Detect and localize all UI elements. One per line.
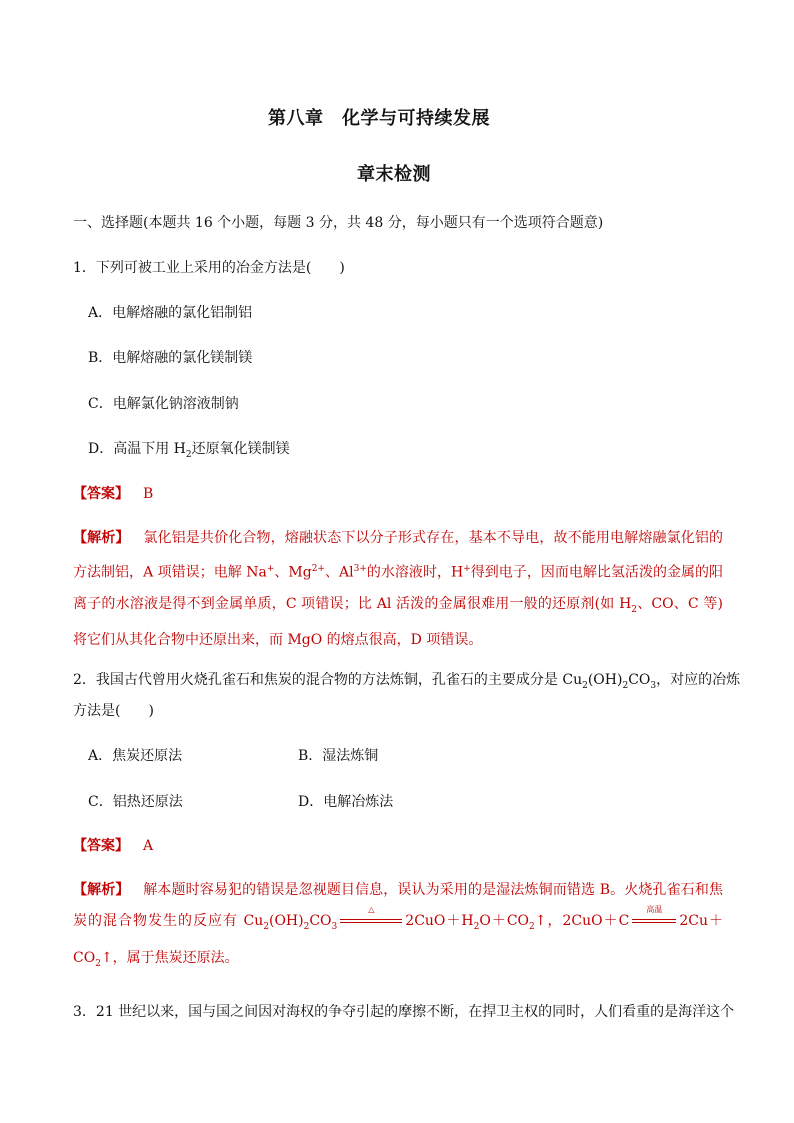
analysis-tag: 【解析】	[73, 882, 130, 898]
q2-option-a: A．焦炭还原法	[88, 748, 183, 764]
q2-analysis: 【解析】 解本题时容易犯的错误是忽视题目信息，误认为采用的是湿法炼铜而错选 B。火烧孔雀石和焦炭的混合物发生的反应有 $Cu_2(OH)_2CO_3$ △ $2CuO+H_2O+CO_2↑$，2CuO＋C 高温 $2Cu+CO_2↑$，属于焦炭还原法。	[73, 882, 724, 969]
analysis-tag: 【解析】	[73, 530, 130, 546]
chapter-title: 第八章 化学与可持续发展	[268, 108, 490, 129]
answer-tag: 【答案】	[73, 486, 129, 502]
q1-option-c: C．电解氯化钠溶液制钠	[88, 396, 239, 412]
q1-analysis: 【解析】 氯化铝是共价化合物，熔融状态下以分子形式存在，基本不导电，故不能用电解熔融氯化铝的方法制铝，A 项错误；电解 Na+、$Mg^{2+}$、$Al^{3+}$的水溶液时，H+得到电子，因而电解比氢活泼的金属的阳离子的水溶液是得不到金属单质，C 项错误；比 Al 活泼的金属很难用一般的还原剂(如 $H_2$、CO、C 等)将它们从其化合物中还原出来，而 MgO 的熔点很高，D 项错误。	[73, 530, 724, 649]
question-3-stem: 3．21 世纪以来，国与国之间因对海权的争夺引起的摩擦不断，在捍卫主权的同时，人们看重的是海洋这个	[73, 1004, 735, 1020]
answer-value: A	[143, 838, 154, 854]
q1-option-b: B．电解熔融的氯化镁制镁	[88, 350, 253, 366]
answer-tag: 【答案】	[73, 838, 129, 854]
q1-option-d: D．高温下用 $H_2$还原氧化镁制镁	[88, 441, 290, 460]
q2-option-c: C．铝热还原法	[88, 794, 183, 810]
q2-option-b: B．湿法炼铜	[298, 748, 379, 764]
sub-title: 章末检测	[357, 164, 431, 185]
section-heading: 一、选择题(本题共 16 个小题，每题 3 分，共 48 分，每小题只有一个选项符合题意)	[73, 215, 604, 231]
q1-answer	[73, 484, 153, 504]
question-2-stem-line2: 方法是( )	[73, 703, 154, 719]
reaction-equals-heat: △	[340, 914, 402, 928]
answer-value: B	[143, 486, 154, 502]
q2-option-d: D．电解冶炼法	[298, 794, 394, 810]
question-1-stem: 1．下列可被工业上采用的冶金方法是( )	[73, 260, 345, 276]
q2-answer	[73, 836, 153, 856]
question-2-stem-line1: 2．我国古代曾用火烧孔雀石和焦炭的混合物的方法炼铜，孔雀石的主要成分是 $Cu_2(OH)_2CO_3$，对应的冶炼	[73, 672, 741, 691]
q1-option-a: A．电解熔融的氯化铝制铝	[88, 305, 253, 321]
reaction-equals-high-temp: 高温	[632, 914, 676, 928]
